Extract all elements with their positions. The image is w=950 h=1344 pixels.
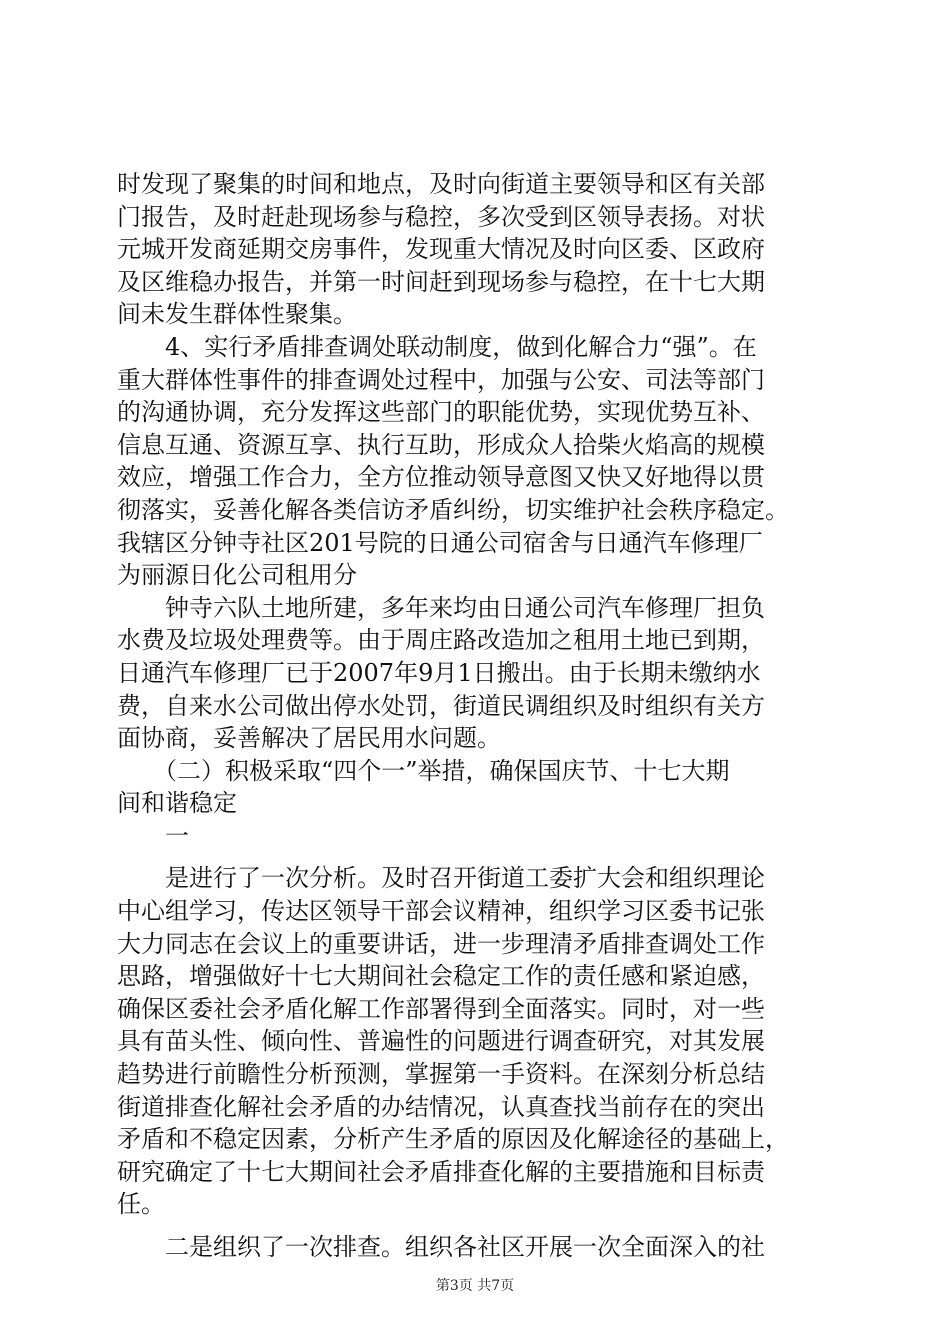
text-line: 门报告，及时赶赴现场参与稳控，多次受到区领导表扬。对状 (117, 202, 765, 231)
text-line: 费，自来水公司做出停水处罚，街道民调组织及时组织有关方 (117, 691, 765, 720)
text-line: 彻落实，妥善化解各类信访矛盾纠纷，切实维护社会秩序稳定。 (117, 495, 789, 524)
text-line: 日通汽车修理厂已于2007年9月1日搬出。由于长期未缴纳水 (117, 658, 761, 687)
text-line: 时发现了聚集的时间和地点，及时向街道主要领导和区有关部 (117, 170, 765, 198)
text-line: 一 (117, 821, 189, 850)
text-line: 重大群体性事件的排查调处过程中，加强与公安、司法等部门 (117, 365, 765, 394)
text-line: 我辖区分钟寺社区201号院的日通公司宿舍与日通汽车修理厂 (117, 528, 763, 557)
section-heading: 间和谐稳定 (117, 789, 237, 818)
text-line: 效应，增强工作合力，全方位推动领导意图又快又好地得以贯 (117, 463, 765, 492)
section-heading: （二）积极采取“四个一”举措，确保国庆节、十七大期 (117, 756, 730, 785)
text-line: 研究确定了十七大期间社会矛盾排查化解的主要措施和目标责 (117, 1157, 765, 1186)
document-body (117, 168, 837, 1264)
text-line: 任。 (117, 1190, 165, 1219)
text-line: 二是组织了一次排查。组织各社区开展一次全面深入的社 (117, 1233, 765, 1261)
text-line: 矛盾和不稳定因素，分析产生矛盾的原因及化解途径的基础上， (117, 1125, 789, 1154)
text-line: 元城开发商延期交房事件，发现重大情况及时向区委、区政府 (117, 235, 765, 264)
text-line: 大力同志在会议上的重要讲话，进一步理清矛盾排查调处工作 (117, 929, 765, 958)
text-line: 确保区委社会矛盾化解工作部署得到全面落实。同时，对一些 (117, 994, 765, 1023)
text-line: 的沟通协调，充分发挥这些部门的职能优势，实现优势互补、 (117, 398, 765, 427)
text-line: 水费及垃圾处理费等。由于周庄路改造加之租用土地已到期， (117, 626, 765, 655)
text-line: 间未发生群体性聚集。 (117, 300, 357, 329)
text-line: 面协商，妥善解决了居民用水问题。 (117, 724, 501, 753)
text-line: 中心组学习，传达区领导干部会议精神，组织学习区委书记张 (117, 897, 765, 926)
page-number-footer: 第3页 共7页 (435, 1278, 515, 1294)
text-line: 信息互通、资源互享、执行互助，形成众人拾柴火焰高的规模 (117, 430, 765, 459)
text-line: 具有苗头性、倾向性、普遍性的问题进行调查研究，对其发展 (117, 1027, 765, 1056)
text-line: 为丽源日化公司租用分 (117, 561, 357, 590)
text-line: 4、实行矛盾排查调处联动制度，做到化解合力“强”。在 (117, 332, 757, 361)
text-line: 钟寺六队土地所建，多年来均由日通公司汽车修理厂担负 (117, 593, 765, 622)
text-line: 思路，增强做好十七大期间社会稳定工作的责任感和紧迫感， (117, 962, 765, 991)
text-line: 及区维稳办报告，并第一时间赶到现场参与稳控，在十七大期 (117, 267, 765, 296)
text-line: 趋势进行前瞻性分析预测，掌握第一手资料。在深刻分析总结 (117, 1060, 765, 1089)
text-line: 街道排查化解社会矛盾的办结情况，认真查找当前存在的突出 (117, 1092, 765, 1121)
text-line: 是进行了一次分析。及时召开街道工委扩大会和组织理论 (117, 864, 765, 893)
